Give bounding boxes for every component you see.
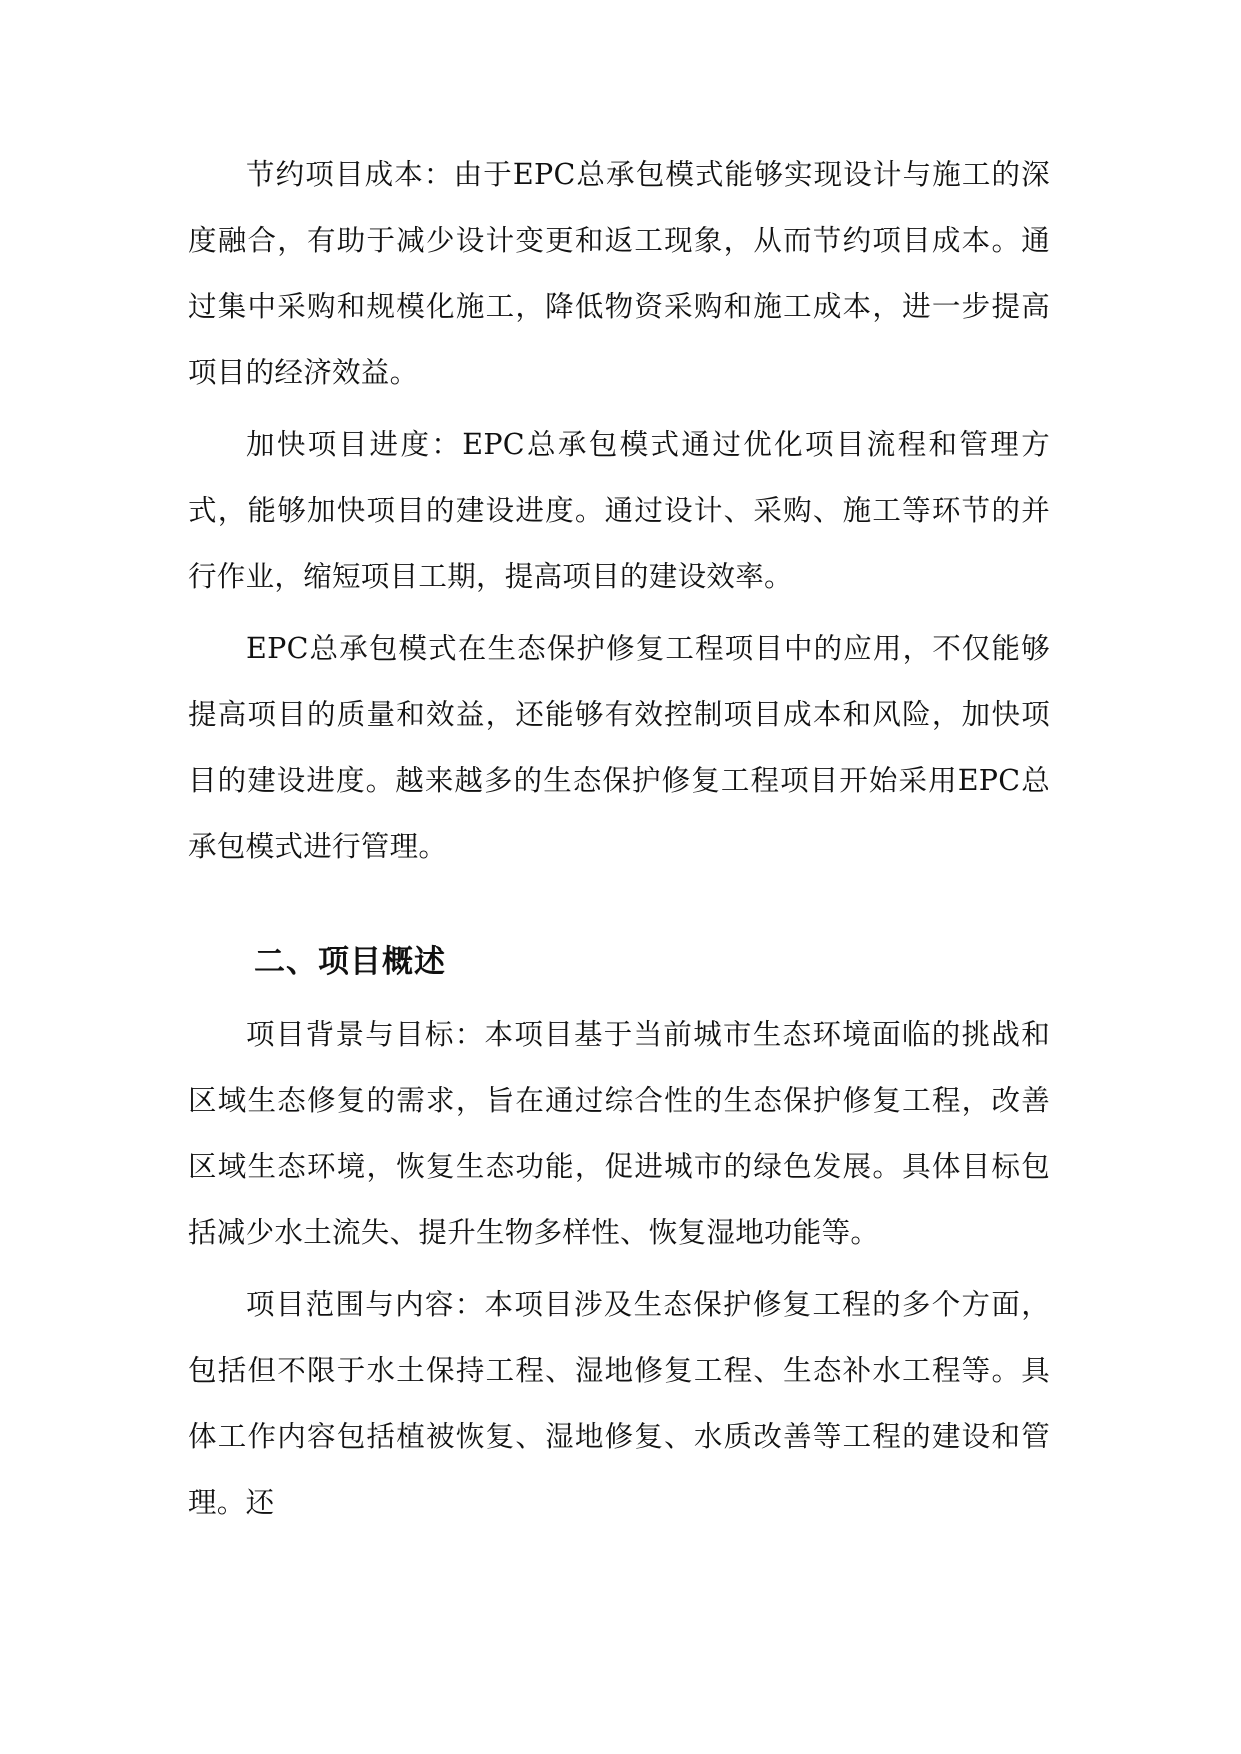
paragraph-epc-application: EPC总承包模式在生态保护修复工程项目中的应用，不仅能够提高项目的质量和效益，还能够有效控制项目成本和风险，加快项目的建设进度。越来越多的生态保护修复工程项目开始采用EPC总承包模式进行管理。 [188, 632, 1050, 863]
paragraph-scope-content: 项目范围与内容：本项目涉及生态保护修复工程的多个方面，包括但不限于水土保持工程、湿地修复工程、生态补水工程等。具体工作内容包括植被恢复、湿地修复、水质改善等工程的建设和管理。还 [188, 1288, 1050, 1519]
paragraph-background-goals: 项目背景与目标：本项目基于当前城市生态环境面临的挑战和区域生态修复的需求，旨在通过综合性的生态保护修复工程，改善区域生态环境，恢复生态功能，促进城市的绿色发展。具体目标包括减少水土流失、提升生物多样性、恢复湿地功能等。 [188, 1018, 1050, 1249]
paragraph-cost-saving: 节约项目成本：由于EPC总承包模式能够实现设计与施工的深度融合，有助于减少设计变更和返工现象，从而节约项目成本。通过集中采购和规模化施工，降低物资采购和施工成本，进一步提高项目的经济效益。 [188, 158, 1050, 389]
section-heading: 二、项目概述 [254, 944, 446, 980]
paragraph-schedule: 加快项目进度：EPC总承包模式通过优化项目流程和管理方式，能够加快项目的建设进度。通过设计、采购、施工等环节的并行作业，缩短项目工期，提高项目的建设效率。 [188, 428, 1050, 593]
document-body [188, 142, 1050, 1542]
